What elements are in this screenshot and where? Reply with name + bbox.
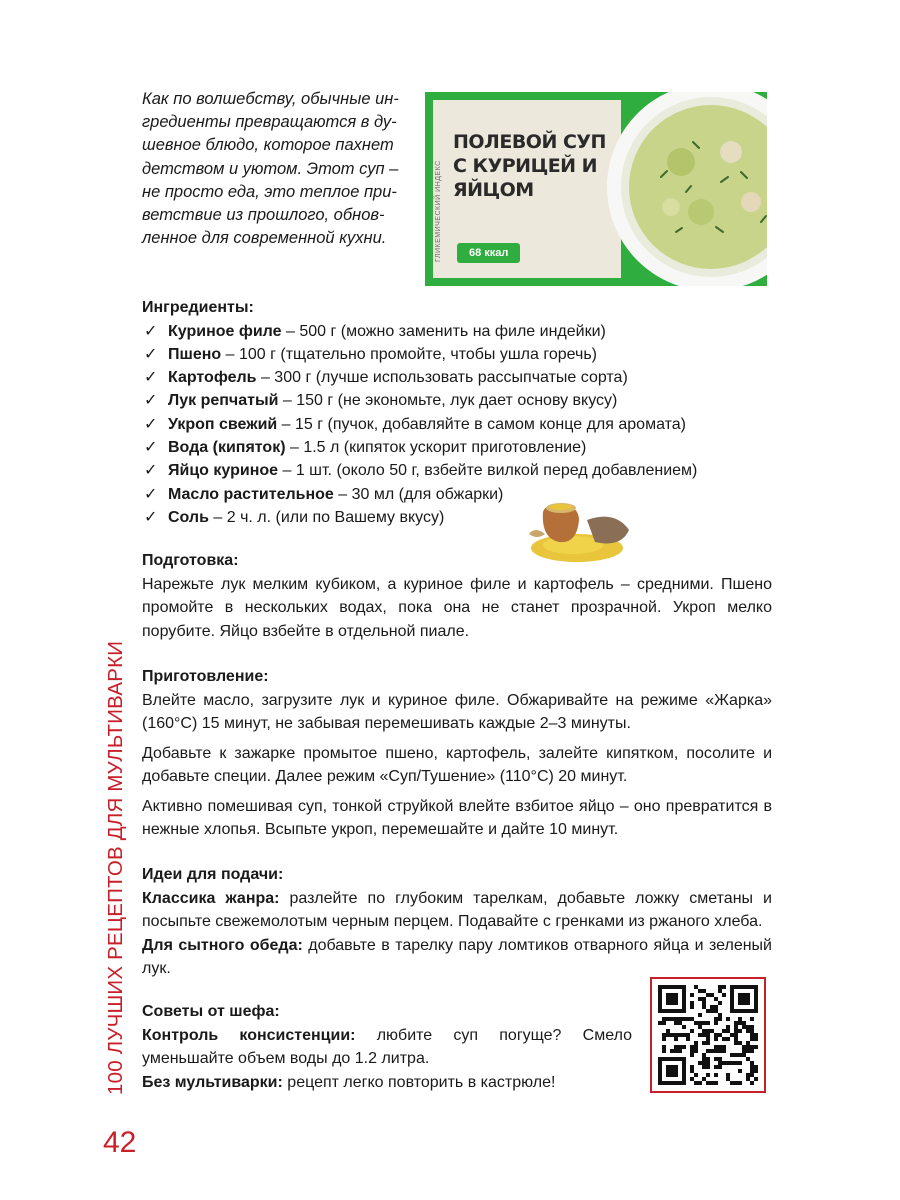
check-icon: ✓ — [144, 322, 158, 340]
ingredient-detail: – 150 г (не экономьте, лук дает основу вкусу) — [278, 392, 618, 410]
check-icon: ✓ — [144, 392, 158, 410]
serving-item — [142, 934, 772, 981]
ingredient-name: Масло растительное — [168, 485, 334, 503]
list-item — [142, 366, 772, 389]
preparation-heading: Подготовка: — [142, 552, 239, 569]
list-item — [142, 436, 772, 459]
intro-line: ветствие из прошлого, обнов- — [142, 206, 385, 225]
book-title-vertical: 100 ЛУЧШИХ РЕЦЕПТОВ ДЛЯ МУЛЬТИВАРКИ — [104, 640, 127, 1095]
ingredient-detail: – 500 г (можно заменить на филе индейки) — [281, 322, 606, 340]
hero-card — [433, 100, 621, 278]
check-icon: ✓ — [144, 485, 158, 503]
intro-line: не просто еда, это теплое при- — [142, 182, 397, 201]
hero-title: ПОЛЕВОЙ СУП С КУРИЦЕЙ И ЯЙЦОМ — [453, 131, 606, 201]
intro-line: детством и уютом. Этот суп – — [142, 159, 399, 178]
ingredients-heading: Ингредиенты: — [142, 299, 254, 316]
tip-label: Контроль консистенции: — [142, 1026, 356, 1044]
serving-item — [142, 887, 772, 934]
ingredients-section — [142, 296, 772, 529]
hero-image — [425, 92, 767, 286]
cooking-paragraph: Добавьте к зажарке промытое пшено, картофель, залейте кипятком, посолите и добавьте специи. Далее режим «Суп/Тушение» (110°С) 20 минут. — [142, 744, 772, 785]
tips-heading: Советы от шефа: — [142, 1003, 280, 1020]
intro-line: ленное для современной кухни. — [142, 229, 387, 248]
list-item — [142, 320, 772, 343]
preparation-section — [142, 549, 772, 643]
check-icon: ✓ — [144, 415, 158, 433]
list-item — [142, 389, 772, 412]
ingredient-name: Укроп свежий — [168, 415, 278, 433]
cooking-section — [142, 665, 772, 842]
ingredient-name: Вода (кипяток) — [168, 438, 286, 456]
check-icon: ✓ — [144, 345, 158, 363]
serving-section — [142, 863, 772, 981]
ingredient-detail: – 1.5 л (кипяток ускорит приготовление) — [285, 438, 587, 456]
tip-item — [142, 1024, 632, 1071]
ingredient-detail: – 30 мл (для обжарки) — [333, 485, 504, 503]
serving-label: Классика жанра: — [142, 889, 280, 907]
tip-text: рецепт легко повторить в кастрюле! — [282, 1073, 556, 1091]
list-item — [142, 483, 772, 506]
ingredient-name: Яйцо куриное — [168, 462, 279, 480]
intro-line: гредиенты превращаются в ду- — [142, 113, 397, 132]
intro-paragraph — [142, 88, 404, 250]
ingredient-detail: – 15 г (пучок, добавляйте в самом конце для аромата) — [277, 415, 686, 433]
intro-line: шевное блюдо, которое пахнет — [142, 136, 394, 155]
qr-code[interactable] — [650, 977, 766, 1093]
cooking-heading: Приготовление: — [142, 668, 269, 685]
list-item — [142, 506, 772, 529]
ingredient-detail: – 300 г (лучше использовать рассыпчатые сорта) — [256, 369, 628, 387]
check-icon: ✓ — [144, 438, 158, 456]
serving-label: Для сытного обеда: — [142, 936, 303, 954]
serving-text: разлейте по глубоким тарелкам, добавьте ложку сметаны и посыпьте свежемолотым черным перцем. Подавайте с гренками из ржаного хлеба. — [142, 889, 772, 930]
ingredient-name: Соль — [168, 508, 209, 526]
list-item — [142, 459, 772, 482]
serving-text: добавьте в тарелку пару ломтиков отварного яйца и зеленый лук. — [142, 936, 772, 977]
serving-heading: Идеи для подачи: — [142, 866, 284, 883]
cooking-paragraph: Влейте масло, загрузите лук и куриное филе. Обжаривайте на режиме «Жарка» (160°С) 15 минут, не забывая перемешивать каждые 2–3 минуты. — [142, 691, 772, 732]
cooking-paragraph: Активно помешивая суп, тонкой струйкой влейте взбитое яйцо – оно превратится в нежные хлопья. Всыпьте укроп, перемешайте и дайте 10 минут. — [142, 797, 772, 838]
ingredient-detail: – 100 г (тщательно промойте, чтобы ушла горечь) — [221, 345, 598, 363]
tips-section — [142, 1000, 632, 1094]
ingredient-name: Картофель — [168, 369, 257, 387]
check-icon: ✓ — [144, 369, 158, 387]
ingredient-name: Лук репчатый — [168, 392, 279, 410]
check-icon: ✓ — [144, 508, 158, 526]
tip-label: Без мультиварки: — [142, 1073, 283, 1091]
ingredient-name: Куриное филе — [168, 322, 282, 340]
soup-bowl-image — [601, 92, 767, 286]
qr-code-image — [658, 985, 758, 1085]
tip-text: любите суп погуще? Смело уменьшайте объем воды до 1.2 литра. — [142, 1026, 632, 1067]
ingredients-list — [142, 320, 772, 530]
preparation-text: Нарежьте лук мелким кубиком, а куриное филе и картофель – средними. Пшено промойте в нескольких водах, пока она не станет прозрачной. Укроп мелко порубите. Яйцо взбейте в отдельной пиале. — [142, 575, 772, 640]
ingredient-detail: – 2 ч. л. (или по Вашему вкусу) — [208, 508, 445, 526]
tip-item — [142, 1071, 632, 1095]
check-icon: ✓ — [144, 462, 158, 480]
ingredient-detail: – 1 шт. (около 50 г, взбейте вилкой перед добавлением) — [278, 462, 698, 480]
page-number: 42 — [103, 1126, 137, 1159]
ingredient-name: Пшено — [168, 345, 222, 363]
kcal-badge: 68 ккал — [457, 243, 520, 263]
hero-vertical-label: ГЛИКЕМИЧЕСКИЙ ИНДЕКС — [435, 160, 442, 262]
list-item — [142, 413, 772, 436]
list-item — [142, 343, 772, 366]
intro-line: Как по волшебству, обычные ин- — [142, 90, 399, 108]
